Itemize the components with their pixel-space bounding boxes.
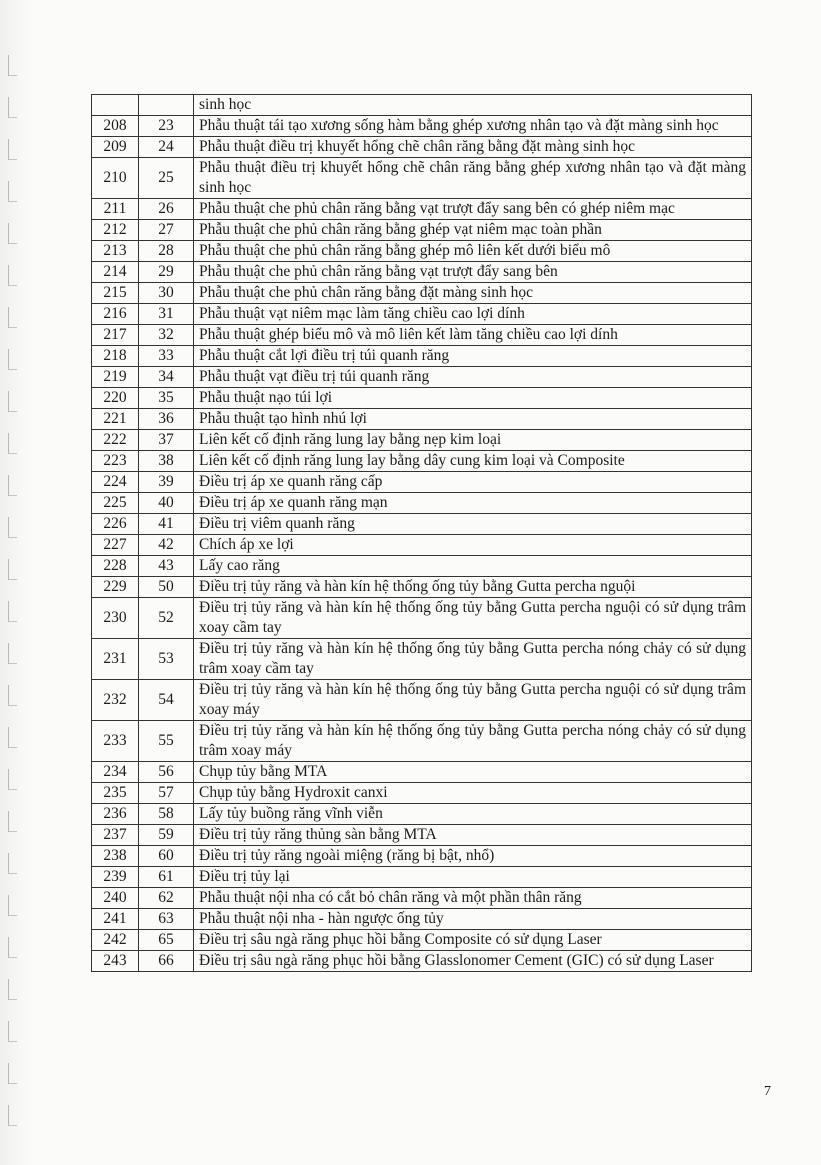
procedure-name-cell: Điều trị sâu ngà răng phục hồi bằng Composite có sử dụng Laser xyxy=(194,930,752,951)
row-number-cell: 238 xyxy=(92,846,139,867)
row-number-cell: 234 xyxy=(92,762,139,783)
procedure-code-cell: 53 xyxy=(139,639,194,680)
procedure-code-cell: 58 xyxy=(139,804,194,825)
table-row xyxy=(92,577,752,598)
procedure-code-cell: 37 xyxy=(139,430,194,451)
procedure-name-cell: Phẫu thuật che phủ chân răng bằng ghép mô liên kết dưới biểu mô xyxy=(194,241,752,262)
row-number-cell: 235 xyxy=(92,783,139,804)
procedure-code-cell: 38 xyxy=(139,451,194,472)
binding-hole-mark xyxy=(8,475,17,496)
procedure-name-cell: Phẫu thuật che phủ chân răng bằng vạt trượt đẩy sang bên có ghép niêm mạc xyxy=(194,199,752,220)
binding-hole-mark xyxy=(8,979,17,1000)
procedure-name-cell: Phẫu thuật nạo túi lợi xyxy=(194,388,752,409)
procedure-code-cell: 33 xyxy=(139,346,194,367)
procedure-code-cell: 63 xyxy=(139,909,194,930)
table-row xyxy=(92,451,752,472)
procedure-name-cell: Chụp tủy bằng Hydroxit canxi xyxy=(194,783,752,804)
procedure-name-cell: Điều trị tủy răng và hàn kín hệ thống ống tủy bằng Gutta percha nguội có sử dụng trâm xoay cầm tay xyxy=(194,598,752,639)
binding-hole-mark xyxy=(8,643,17,664)
table-row xyxy=(92,639,752,680)
row-number-cell: 222 xyxy=(92,430,139,451)
binding-hole-mark xyxy=(8,811,17,832)
table-row xyxy=(92,598,752,639)
table-row xyxy=(92,721,752,762)
procedure-code-cell: 60 xyxy=(139,846,194,867)
table-row xyxy=(92,158,752,199)
procedure-code-cell: 40 xyxy=(139,493,194,514)
row-number-cell: 209 xyxy=(92,137,139,158)
procedure-code-cell: 65 xyxy=(139,930,194,951)
procedure-name-cell: Điều trị tủy lại xyxy=(194,867,752,888)
table-row xyxy=(92,241,752,262)
binding-hole-mark xyxy=(8,391,17,412)
procedure-name-cell: Điều trị tủy răng và hàn kín hệ thống ống tủy bằng Gutta percha nguội xyxy=(194,577,752,598)
binding-hole-mark xyxy=(8,1105,17,1126)
procedure-code-cell: 23 xyxy=(139,116,194,137)
binding-hole-mark xyxy=(8,1063,17,1084)
procedure-code-cell: 29 xyxy=(139,262,194,283)
table-row xyxy=(92,220,752,241)
procedure-code-cell: 30 xyxy=(139,283,194,304)
binding-hole-mark xyxy=(8,433,17,454)
procedure-name-cell: sinh học xyxy=(194,95,752,116)
procedure-name-cell: Điều trị sâu ngà răng phục hồi bằng Glasslonomer Cement (GIC) có sử dụng Laser xyxy=(194,951,752,972)
procedure-name-cell: Điều trị viêm quanh răng xyxy=(194,514,752,535)
procedure-name-cell: Phẫu thuật vạt niêm mạc làm tăng chiều cao lợi dính xyxy=(194,304,752,325)
procedure-code-cell: 62 xyxy=(139,888,194,909)
row-number-cell: 215 xyxy=(92,283,139,304)
procedure-code-cell: 50 xyxy=(139,577,194,598)
table-row xyxy=(92,951,752,972)
row-number-cell: 223 xyxy=(92,451,139,472)
table-row xyxy=(92,846,752,867)
procedure-name-cell: Liên kết cố định răng lung lay bằng nẹp kim loại xyxy=(194,430,752,451)
row-number-cell: 213 xyxy=(92,241,139,262)
row-number-cell: 239 xyxy=(92,867,139,888)
binding-hole-mark xyxy=(8,769,17,790)
row-number-cell: 233 xyxy=(92,721,139,762)
table-row xyxy=(92,825,752,846)
row-number-cell: 232 xyxy=(92,680,139,721)
procedure-code-cell: 41 xyxy=(139,514,194,535)
binding-hole-mark xyxy=(8,97,17,118)
binding-hole-mark xyxy=(8,601,17,622)
table-row xyxy=(92,95,752,116)
table-row xyxy=(92,388,752,409)
binding-hole-mark xyxy=(8,139,17,160)
procedure-code-cell: 31 xyxy=(139,304,194,325)
row-number-cell: 218 xyxy=(92,346,139,367)
procedure-code-cell: 54 xyxy=(139,680,194,721)
table-row xyxy=(92,493,752,514)
procedure-name-cell: Phẫu thuật nội nha có cắt bỏ chân răng và một phần thân răng xyxy=(194,888,752,909)
procedure-code-cell: 34 xyxy=(139,367,194,388)
row-number-cell: 211 xyxy=(92,199,139,220)
binding-hole-mark xyxy=(8,937,17,958)
row-number-cell xyxy=(92,95,139,116)
row-number-cell: 225 xyxy=(92,493,139,514)
binding-hole-mark xyxy=(8,895,17,916)
table-row xyxy=(92,116,752,137)
procedure-name-cell: Chích áp xe lợi xyxy=(194,535,752,556)
row-number-cell: 243 xyxy=(92,951,139,972)
procedure-name-cell: Phẫu thuật cắt lợi điều trị túi quanh răng xyxy=(194,346,752,367)
binding-hole-mark xyxy=(8,1021,17,1042)
table-row xyxy=(92,556,752,577)
procedure-name-cell: Lấy tủy buồng răng vĩnh viễn xyxy=(194,804,752,825)
procedure-name-cell: Điều trị tủy răng và hàn kín hệ thống ống tủy bằng Gutta percha nguội có sử dụng trâm xoay máy xyxy=(194,680,752,721)
procedure-name-cell: Liên kết cố định răng lung lay bằng dây cung kim loại và Composite xyxy=(194,451,752,472)
table-row xyxy=(92,262,752,283)
row-number-cell: 237 xyxy=(92,825,139,846)
procedure-name-cell: Phẫu thuật che phủ chân răng bằng ghép vạt niêm mạc toàn phần xyxy=(194,220,752,241)
procedure-code-cell: 52 xyxy=(139,598,194,639)
table-row xyxy=(92,137,752,158)
table-row xyxy=(92,304,752,325)
procedure-name-cell: Phẫu thuật che phủ chân răng bằng vạt trượt đẩy sang bên xyxy=(194,262,752,283)
procedure-code-cell: 55 xyxy=(139,721,194,762)
binding-hole-mark xyxy=(8,307,17,328)
procedure-code-cell: 25 xyxy=(139,158,194,199)
procedure-name-cell: Điều trị tủy răng và hàn kín hệ thống ống tủy bằng Gutta percha nóng chảy có sử dụng trâm xoay cầm tay xyxy=(194,639,752,680)
table-row xyxy=(92,867,752,888)
procedure-code-cell: 36 xyxy=(139,409,194,430)
table-row xyxy=(92,409,752,430)
row-number-cell: 219 xyxy=(92,367,139,388)
row-number-cell: 216 xyxy=(92,304,139,325)
procedure-name-cell: Điều trị áp xe quanh răng mạn xyxy=(194,493,752,514)
procedure-name-cell: Phẫu thuật tạo hình nhú lợi xyxy=(194,409,752,430)
binding-hole-mark xyxy=(8,517,17,538)
procedure-code-cell: 61 xyxy=(139,867,194,888)
binding-hole-mark xyxy=(8,685,17,706)
procedure-name-cell: Chụp tủy bằng MTA xyxy=(194,762,752,783)
row-number-cell: 231 xyxy=(92,639,139,680)
procedure-code-cell: 57 xyxy=(139,783,194,804)
procedure-code-cell: 26 xyxy=(139,199,194,220)
table-row xyxy=(92,762,752,783)
procedure-name-cell: Điều trị áp xe quanh răng cấp xyxy=(194,472,752,493)
row-number-cell: 221 xyxy=(92,409,139,430)
row-number-cell: 217 xyxy=(92,325,139,346)
procedure-name-cell: Phẫu thuật nội nha - hàn ngược ống tủy xyxy=(194,909,752,930)
table-row xyxy=(92,325,752,346)
procedure-code-cell xyxy=(139,95,194,116)
procedure-name-cell: Lấy cao răng xyxy=(194,556,752,577)
procedure-name-cell: Phẫu thuật vạt điều trị túi quanh răng xyxy=(194,367,752,388)
row-number-cell: 214 xyxy=(92,262,139,283)
table-row xyxy=(92,346,752,367)
table-row xyxy=(92,783,752,804)
procedure-table-body xyxy=(92,95,752,972)
table-row xyxy=(92,888,752,909)
procedure-code-cell: 56 xyxy=(139,762,194,783)
row-number-cell: 240 xyxy=(92,888,139,909)
row-number-cell: 230 xyxy=(92,598,139,639)
row-number-cell: 229 xyxy=(92,577,139,598)
procedure-code-cell: 59 xyxy=(139,825,194,846)
procedure-name-cell: Điều trị tủy răng ngoài miệng (răng bị bật, nhổ) xyxy=(194,846,752,867)
procedure-name-cell: Phẫu thuật điều trị khuyết hổng chẽ chân răng bằng ghép xương nhân tạo và đặt màng sinh học xyxy=(194,158,752,199)
row-number-cell: 224 xyxy=(92,472,139,493)
table-row xyxy=(92,283,752,304)
procedure-name-cell: Phẫu thuật tái tạo xương sống hàm bằng ghép xương nhân tạo và đặt màng sinh học xyxy=(194,116,752,137)
binding-hole-mark xyxy=(8,55,17,76)
procedure-code-cell: 39 xyxy=(139,472,194,493)
table-row xyxy=(92,680,752,721)
binding-hole-mark xyxy=(8,559,17,580)
procedure-table xyxy=(91,94,752,972)
procedure-code-cell: 66 xyxy=(139,951,194,972)
binding-margin xyxy=(0,0,30,1165)
table-row xyxy=(92,535,752,556)
row-number-cell: 228 xyxy=(92,556,139,577)
procedure-code-cell: 27 xyxy=(139,220,194,241)
binding-hole-mark xyxy=(8,181,17,202)
row-number-cell: 210 xyxy=(92,158,139,199)
procedure-code-cell: 24 xyxy=(139,137,194,158)
row-number-cell: 212 xyxy=(92,220,139,241)
procedure-code-cell: 28 xyxy=(139,241,194,262)
procedure-name-cell: Phẫu thuật che phủ chân răng bằng đặt màng sinh học xyxy=(194,283,752,304)
table-row xyxy=(92,514,752,535)
procedure-code-cell: 32 xyxy=(139,325,194,346)
procedure-name-cell: Phẫu thuật ghép biểu mô và mô liên kết làm tăng chiều cao lợi dính xyxy=(194,325,752,346)
row-number-cell: 208 xyxy=(92,116,139,137)
row-number-cell: 236 xyxy=(92,804,139,825)
row-number-cell: 226 xyxy=(92,514,139,535)
procedure-name-cell: Điều trị tủy răng và hàn kín hệ thống ống tủy bằng Gutta percha nóng chảy có sử dụng trâm xoay máy xyxy=(194,721,752,762)
procedure-name-cell: Điều trị tủy răng thủng sàn bằng MTA xyxy=(194,825,752,846)
table-row xyxy=(92,367,752,388)
binding-hole-mark xyxy=(8,853,17,874)
row-number-cell: 227 xyxy=(92,535,139,556)
binding-hole-mark xyxy=(8,223,17,244)
binding-hole-mark xyxy=(8,265,17,286)
table-row xyxy=(92,199,752,220)
procedure-code-cell: 35 xyxy=(139,388,194,409)
binding-hole-mark xyxy=(8,349,17,370)
procedure-code-cell: 42 xyxy=(139,535,194,556)
table-row xyxy=(92,930,752,951)
row-number-cell: 241 xyxy=(92,909,139,930)
procedure-code-cell: 43 xyxy=(139,556,194,577)
page-number: 7 xyxy=(764,1084,771,1099)
table-row xyxy=(92,909,752,930)
row-number-cell: 242 xyxy=(92,930,139,951)
table-row xyxy=(92,804,752,825)
binding-hole-mark xyxy=(8,727,17,748)
table-row xyxy=(92,472,752,493)
row-number-cell: 220 xyxy=(92,388,139,409)
procedure-name-cell: Phẫu thuật điều trị khuyết hổng chẽ chân răng bằng đặt màng sinh học xyxy=(194,137,752,158)
table-row xyxy=(92,430,752,451)
